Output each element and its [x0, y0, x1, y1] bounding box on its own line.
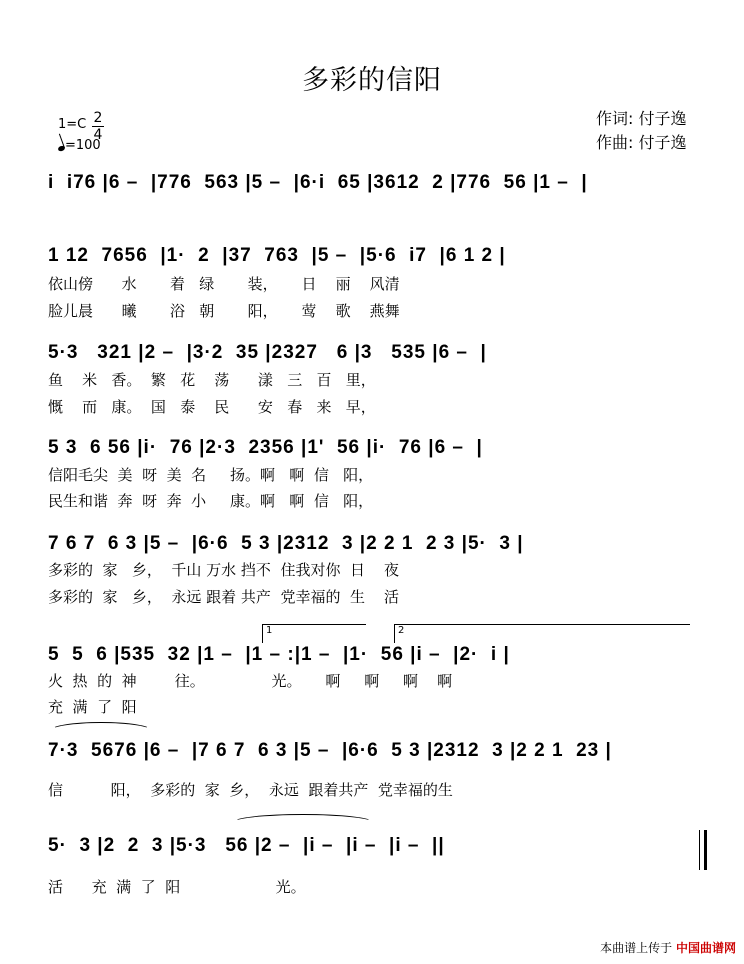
lyrics-row-6b-text: 充 满 了 阳: [48, 698, 137, 716]
lyrics-row-7a-text: 信 阳， 多彩的 家 乡， 永远 跟着共产 党幸福的生: [48, 781, 453, 799]
footer-prefix: 本曲谱上传于: [600, 941, 673, 955]
lyrics-row-6a-text: 火 热 的 神 往。 光。 啊 啊 啊 啊: [48, 672, 453, 690]
notes-row-6: 5 5 6 |535 32 |1 – |1 – :|1 – |1· 56 |i – |2· i |: [48, 644, 510, 665]
notes-row-8: 5· 3 |2 2 3 |5·3 56 |2 – |i – |i – |i – ||: [48, 835, 445, 856]
site-logo[interactable]: 中国曲谱网: [675, 941, 736, 955]
song-title: 多彩的信阳: [302, 65, 442, 96]
final-barline-thin: [699, 830, 700, 870]
lyrics-row-3b-text: 慨 而 康。 国 泰 民 安 春 来 早，: [48, 398, 376, 416]
tempo-value: =100: [65, 138, 101, 153]
lyrics-row-8a-text: 活 充 满 了 阳 光。: [48, 878, 306, 896]
final-barline-thick: [704, 830, 707, 870]
notes-row-7: 7·3 5676 |6 – |7 6 7 6 3 |5 – |6·6 5 3 |2312 3 |2 2 1 23 |: [48, 740, 612, 761]
key-signature: 1=C: [58, 117, 87, 132]
meter-top: 2: [93, 110, 103, 126]
notes-row-5: 7 6 7 6 3 |5 – |6·6 5 3 |2312 3 |2 2 1 2 3 |5· 3 |: [48, 533, 524, 554]
notes-row-4: 5 3 6 56 |i· 76 |2·3 2356 |1' 56 |i· 76 |6 – |: [48, 437, 483, 458]
notes-row-1: i i76 |6 – |776 563 |5 – |6·i 65 |3612 2 |776 56 |1 – |: [48, 172, 588, 193]
lyrics-row-2b-text: 脸儿晨 曦 浴 朝 阳， 莺 歌 燕舞: [48, 302, 400, 320]
volta-1: 1: [262, 624, 366, 643]
lyrics-row-4a-text: 信阳毛尖 美 呀 美 名 扬。啊 啊 信 阳，: [48, 466, 374, 484]
slur-arc: [232, 814, 374, 831]
lyrics-row-2a-text: 依山傍 水 着 绿 装， 日 丽 风清: [48, 275, 400, 293]
notes-row-3: 5·3 321 |2 – |3·2 35 |2327 6 |3 535 |6 – |: [48, 342, 487, 363]
slur-arc: [50, 722, 152, 739]
lyrics-row-3a-text: 鱼 米 香。 繁 花 荡 漾 三 百 里，: [48, 371, 376, 389]
lyrics-row-5a-text: 多彩的 家 乡， 千山 万水 挡不 住我对你 日 夜: [48, 561, 400, 579]
lyrics-row-5b-text: 多彩的 家 乡， 永远 跟着 共产 党幸福的 生 活: [48, 588, 400, 606]
composer-credit: 作曲: 付子逸: [596, 133, 687, 152]
volta-2: 2: [394, 624, 690, 643]
notes-row-2: 1 12 7656 |1· 2 |37 763 |5 – |5·6 i7 |6 1 2 |: [48, 245, 506, 266]
lyricist-credit: 作词: 付子逸: [596, 109, 687, 128]
tempo-marking: [58, 138, 101, 153]
meter-bottom: 4: [93, 127, 103, 143]
lyrics-row-4b-text: 民生和谐 奔 呀 奔 小 康。啊 啊 信 阳，: [48, 492, 374, 510]
upload-footer: [600, 939, 736, 956]
